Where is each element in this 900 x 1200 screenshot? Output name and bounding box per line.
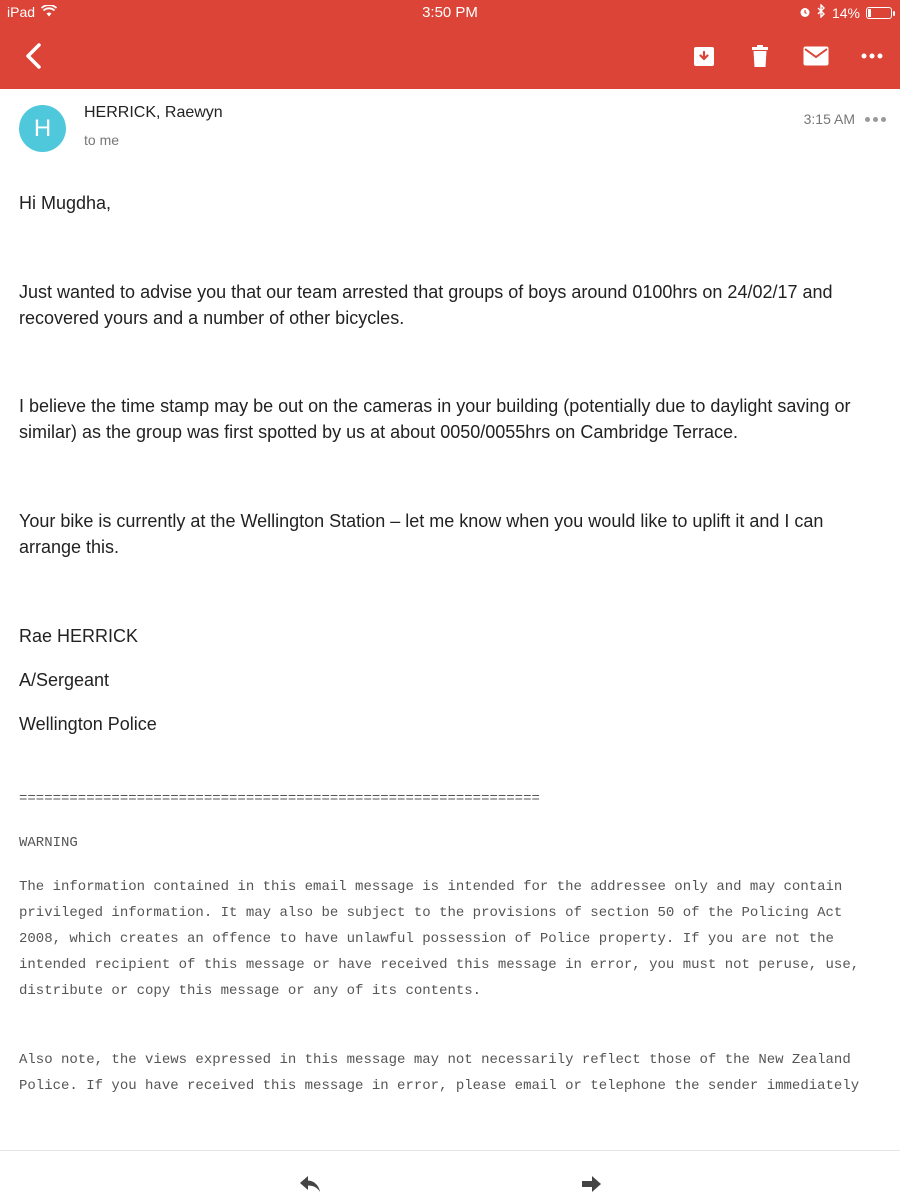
back-button[interactable] <box>18 40 50 72</box>
avatar[interactable]: H <box>19 105 66 152</box>
message-body <box>19 190 879 737</box>
disclaimer-heading: WARNING <box>19 835 78 851</box>
signature-title: A/Sergeant <box>19 670 110 690</box>
mark-unread-button[interactable] <box>800 40 832 72</box>
timestamp: 3:15 AM <box>803 111 855 127</box>
paragraph-2: I believe the time stamp may be out on the cameras in your building (potentially due to daylight saving or similar) as the group was first spotted by us at about 0050/0055hrs on Cambridge Terrace. <box>19 396 851 442</box>
signature-org: Wellington Police <box>19 714 157 734</box>
paragraph-3: Your bike is currently at the Wellington Station – let me know when you would like to uplift it and I can arrange this. <box>19 511 824 557</box>
archive-icon <box>692 44 716 68</box>
disclaimer-text-2: Also note, the views expressed in this message may not necessarily reflect those of the New Zealand Police. If you have received this message in error, please email or telephone the sender immediately <box>19 1052 860 1094</box>
battery-percent: 14% <box>831 4 860 21</box>
battery-icon <box>866 7 892 19</box>
back-icon <box>23 43 45 69</box>
greeting: Hi Mugdha, <box>19 193 112 213</box>
forward-icon <box>580 1174 602 1194</box>
reply-button[interactable] <box>296 1170 324 1198</box>
app-header <box>0 0 900 89</box>
message-meta <box>804 111 886 127</box>
toolbar <box>0 28 900 84</box>
trash-icon <box>750 44 770 68</box>
paragraph-1: Just wanted to advise you that our team arrested that groups of boys around 0100hrs on 24/02/17 and recovered yours and a number of other bicycles. <box>19 282 833 328</box>
forward-button[interactable] <box>577 1170 605 1198</box>
device-label: iPad <box>7 4 36 20</box>
message-more-icon[interactable] <box>865 117 886 122</box>
mail-icon <box>803 46 829 66</box>
status-time: 3:50 PM <box>422 4 478 21</box>
footer-divider <box>0 1150 900 1151</box>
signature-name: Rae HERRICK <box>19 626 139 646</box>
more-icon <box>861 53 883 59</box>
archive-button[interactable] <box>688 40 720 72</box>
more-button[interactable] <box>856 40 888 72</box>
status-bar <box>0 0 900 24</box>
recipient-label[interactable]: to me <box>84 132 120 148</box>
disclaimer-text-1: The information contained in this email message is intended for the addressee only and may contain privileged information. It may also be subject to the provisions of section 50 of the Policing Act 2008, which creates an offence to have unlawful possession of Police property. If you are not the intended recipient of this message or have received this message in error, you must not peruse, use, distribute or copy this message or any of its contents. <box>19 879 860 999</box>
delete-button[interactable] <box>744 40 776 72</box>
alarm-icon <box>799 5 811 21</box>
disclaimer-divider: ============================================================== <box>19 791 540 807</box>
bluetooth-icon <box>817 4 826 21</box>
reply-icon <box>298 1174 322 1194</box>
sender-name[interactable]: HERRICK, Raewyn <box>84 104 223 121</box>
